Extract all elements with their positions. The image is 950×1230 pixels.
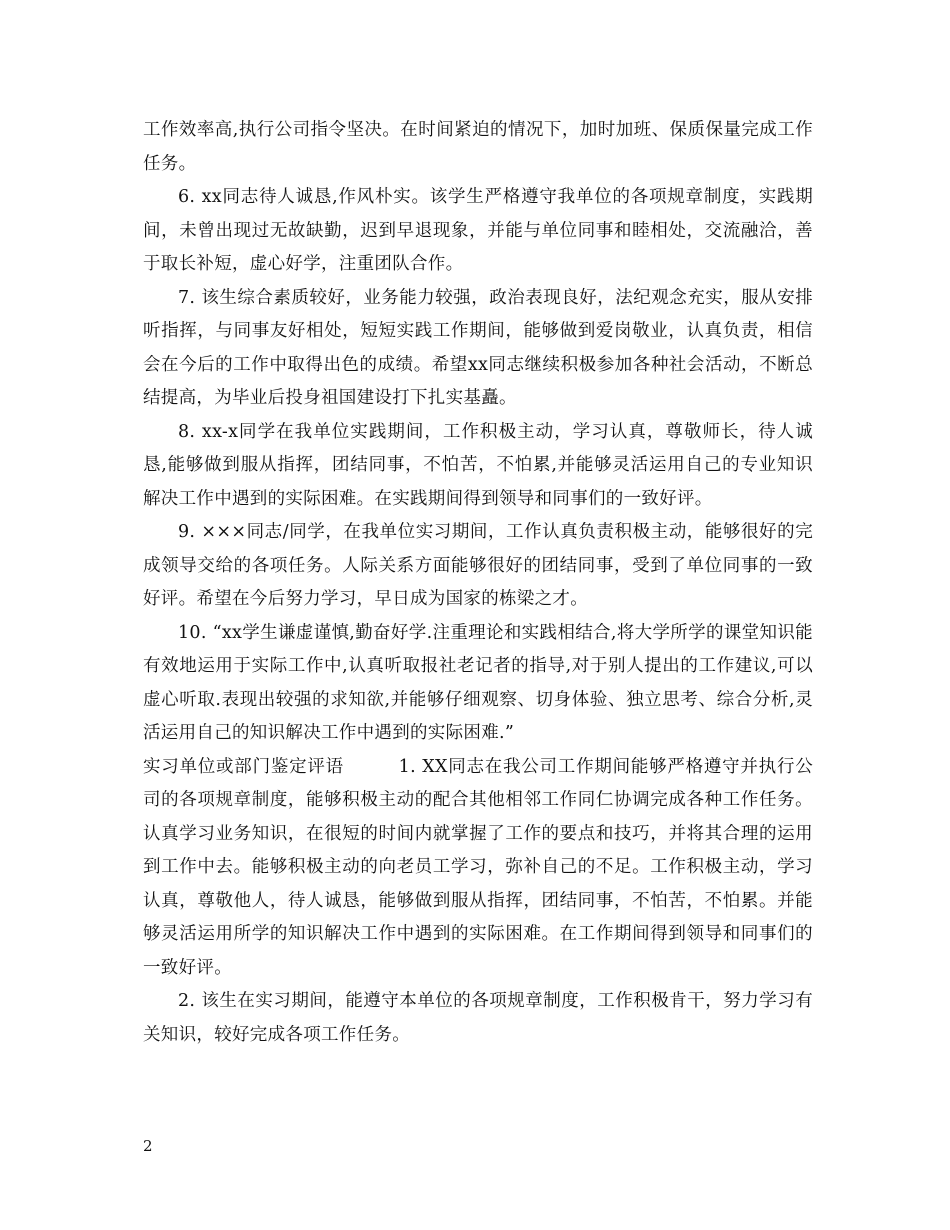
paragraph-continuation: 工作效率高,执行公司指令坚决。在时间紧迫的情况下，加时加班、保质保量完成工作任务。 bbox=[143, 120, 813, 174]
document-body bbox=[143, 114, 813, 1052]
paragraph-item-7: 7. 该生综合素质较好，业务能力较强，政治表现良好，法纪观念充实，服从安排听指挥，与同事友好相处，短短实践工作期间，能够做到爱岗敬业，认真负责，相信会在今后的工作中取得出色的成绩。希望xx同志继续积极参加各种社会活动，不断总结提高，为毕业后投身祖国建设打下扎实基矗。 bbox=[143, 287, 813, 408]
paragraph-item-2: 2. 该生在实习期间，能遵守本单位的各项规章制度，工作积极肯干，努力学习有关知识，较好完成各项工作任务。 bbox=[143, 991, 813, 1045]
page-number: 2 bbox=[143, 1137, 153, 1155]
paragraph-item-8: 8. xx-x同学在我单位实践期间，工作积极主动，学习认真，尊敬师长，待人诚恳,能够做到服从指挥，团结同事，不怕苦，不怕累,并能够灵活运用自己的专业知识解决工作中遇到的实际困难。在实践期间得到领导和同事们的一致好评。 bbox=[143, 421, 813, 509]
paragraph-section-heading-item-1: 实习单位或部门鉴定评语 1. XX同志在我公司工作期间能够严格遵守并执行公司的各项规章制度，能够积极主动的配合其他相邻工作同仁协调完成各种工作任务。认真学习业务知识，在很短的时间内就掌握了工作的要点和技巧，并将其合理的运用到工作中去。能够积极主动的向老员工学习，弥补自己的不足。工作积极主动，学习认真，尊敬他人，待人诚恳，能够做到服从指挥，团结同事，不怕苦，不怕累。并能够灵活运用所学的知识解决工作中遇到的实际困难。在工作期间得到领导和同事们的一致好评。 bbox=[143, 756, 813, 978]
paragraph-item-10: 10. “xx学生谦虚谨慎,勤奋好学.注重理论和实践相结合,将大学所学的课堂知识能有效地运用于实际工作中,认真听取报社老记者的指导,对于别人提出的工作建议,可以虚心听取.表现出较强的求知欲,并能够仔细观察、切身体验、独立思考、综合分析,灵活运用自己的知识解决工作中遇到的实际困难.” bbox=[143, 622, 813, 743]
paragraph-item-6: 6. xx同志待人诚恳,作风朴实。该学生严格遵守我单位的各项规章制度，实践期间，未曾出现过无故缺勤，迟到早退现象，并能与单位同事和睦相处，交流融洽，善于取长补短，虚心好学，注重团队合作。 bbox=[143, 187, 813, 274]
paragraph-item-9: 9. ×××同志/同学，在我单位实习期间，工作认真负责积极主动，能够很好的完成领导交给的各项任务。人际关系方面能够很好的团结同事，受到了单位同事的一致好评。希望在今后努力学习，早日成为国家的栋梁之才。 bbox=[143, 522, 813, 609]
